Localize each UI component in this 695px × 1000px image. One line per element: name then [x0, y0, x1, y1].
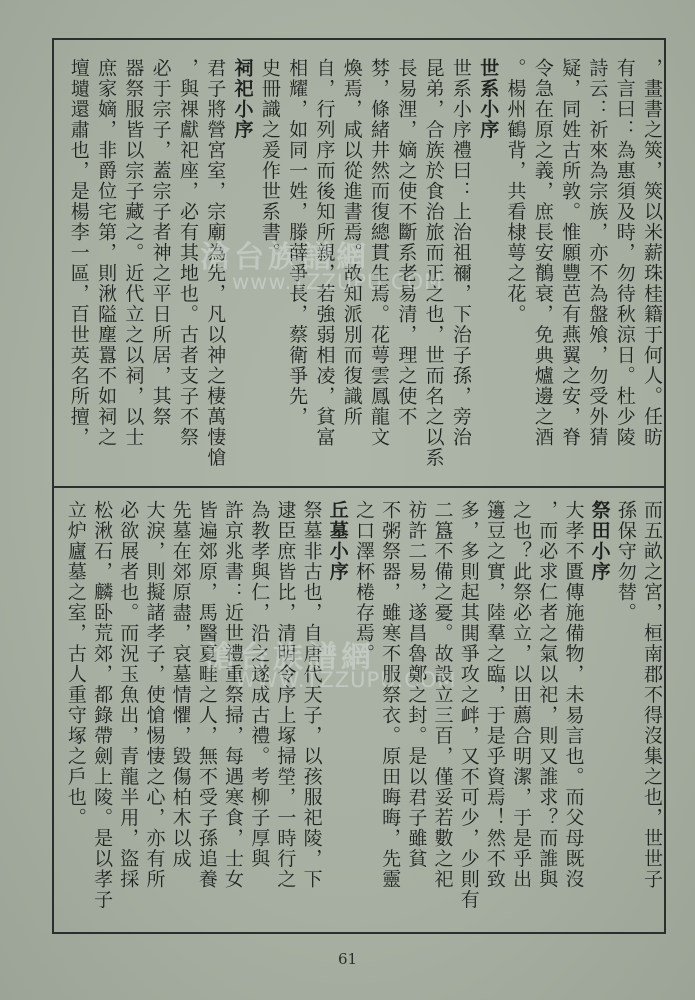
- text-column: 祊許二易，遂昌魯鄭之封。是以君子雖貧: [405, 500, 428, 869]
- text-column: 之也？此祭必立，以田薦合明潔，于是乎出: [510, 500, 533, 890]
- text-column: 而五畝之宮，桓南郡不得沒集之也，世世子: [641, 500, 663, 890]
- text-column: 令急在原之義，庶長安鶺衰，免典爐邊之酒: [531, 58, 554, 448]
- text-column: 大孝不匱傳施備物，未易言也。而父母既沒: [562, 500, 585, 890]
- text-column: 壇壝還肅也，是楊李一區，百世英名所擅，: [67, 58, 90, 448]
- text-column: 棼，條緒井然而復總貫生焉。花萼雲鳳龍文: [368, 58, 391, 448]
- text-column: 。楊州鶴背，共看棣萼之花。: [504, 58, 527, 325]
- text-column: 祭墓非古也，自唐代天子，以孩服祀陵，下: [300, 500, 323, 890]
- page-number: 61: [337, 950, 358, 968]
- upper-text-panel: [64, 58, 665, 482]
- text-column: 逮臣庶皆比，清明令序上塚掃塋，一時行之: [274, 500, 297, 890]
- text-column: 君子將營宮室，宗廟為先，凡以神之棲萬悽愴: [204, 58, 227, 468]
- text-column: 松湫石，麟卧荒郊，都錄帶劍上陵。是以孝子: [91, 500, 114, 910]
- text-column: 籩豆之實，陸羣之臨，于是乎資焉！然不致: [483, 500, 506, 890]
- section-heading: 祠祀小序: [231, 58, 254, 140]
- watermark-url: www.TZZUPU.COM: [232, 270, 444, 294]
- text-column: 必于宗子，蓋宗子者神之平日所居，其祭: [149, 58, 172, 427]
- text-column: 多，多則起其閧爭攻之衅，又不可少，少則有: [457, 500, 480, 910]
- text-column: ，而必求仁者之氣以祀，則又誰求？而誰與: [536, 500, 559, 890]
- text-column: 相耀，如同一姓，滕薛爭長，蔡衛爭先，: [286, 58, 309, 427]
- section-heading: 世系小序: [477, 58, 500, 140]
- watermark-url: WWW.TZZUPU.COM: [235, 668, 457, 692]
- text-column: 先墓在郊原盡，哀墓情懼，毀傷柏木以成: [169, 500, 192, 869]
- panel-divider: [52, 486, 666, 488]
- text-column: 世系小序禮曰：上治祖禰，下治子孫，旁治: [449, 58, 472, 448]
- text-column: 之口澤杯棬存焉。: [352, 500, 375, 664]
- text-column: 不粥祭器，雖寒不服祭衣。原田晦晦，先靈: [379, 500, 402, 890]
- text-column: 自，行列序而後知所親，若強弱相凌，貧富: [313, 58, 336, 448]
- text-column: 煥焉，咸以從進書焉。故知派別而復識所: [340, 58, 363, 427]
- text-column: 大淚，則擬諸孝子，使愴惕悽之心，亦有所: [143, 500, 166, 890]
- text-column: ，畫書之筴，筴以米薪珠桂籍于何人。任昉: [641, 58, 663, 448]
- text-column: 為教孝與仁，沿之遂成古禮。考柳子厚與: [248, 500, 271, 869]
- text-column: 孫保守勿替。: [614, 500, 637, 623]
- text-column: ，與祼獻祀座，必有其地也。古者支子不祭: [176, 58, 199, 448]
- text-column: 史冊識之爰作世系書。: [258, 58, 281, 263]
- text-column: 許京兆書：近世禮重祭掃，每遇寒食，士女: [222, 500, 244, 890]
- text-column: 皆遍郊原，馬醫夏畦之人，無不受子孫追養: [195, 500, 218, 890]
- section-heading: 丘墓小序: [326, 500, 349, 582]
- text-column: 二簋不備之憂。故設立三百，僅妥若數之祀: [431, 500, 454, 890]
- text-column: 昆弟，合族於食治旅而正之也，世而名之以系: [422, 58, 445, 468]
- section-heading: 祭田小序: [588, 500, 611, 582]
- text-column: 詩云：祈來為宗族，亦不為盤飧，勿受外猜: [586, 58, 609, 448]
- text-column: 器祭服皆以宗子藏之。近代立之以祠，以士: [122, 58, 145, 448]
- watermark-text: 滄台族譜網: [205, 640, 375, 675]
- text-column: 必欲展者也。而況玉魚出，青龍半用，盜採: [117, 500, 140, 890]
- text-column: 有言曰：為惠須及時，勿待秋涼日。杜少陵: [613, 58, 636, 448]
- text-column: 長易浬，嫡之使不斷系老易清，理之使不: [395, 58, 418, 427]
- text-column: 立炉廬墓之室，古人重守塚之戶也。: [64, 500, 87, 828]
- text-column: 疑，同姓古所敦。惟願豐芭有燕翼之安，脊: [559, 58, 582, 448]
- text-column: 庶家嫡，非爵位宅第，則湫隘塵囂不如祠之: [95, 58, 118, 448]
- lower-text-panel: [62, 500, 665, 928]
- watermark-text: 滄台族譜網: [200, 240, 370, 275]
